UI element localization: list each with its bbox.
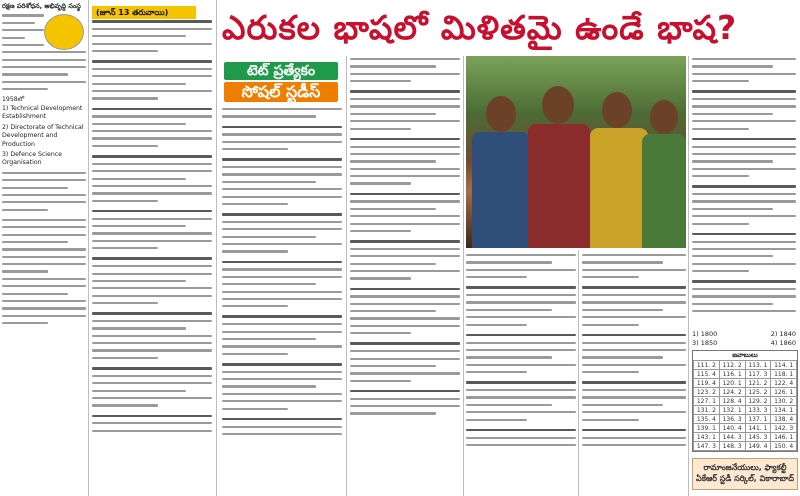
answer-cell: 150. 4 bbox=[771, 442, 797, 451]
answer-cell: 127. 1 bbox=[694, 397, 720, 406]
column-questions-1 bbox=[92, 20, 212, 496]
answer-cell: 122. 4 bbox=[771, 379, 797, 388]
answer-row bbox=[694, 424, 797, 433]
answer-cell: 132. 1 bbox=[719, 406, 745, 415]
answer-cell: 123. 2 bbox=[694, 388, 720, 397]
answer-row bbox=[694, 361, 797, 370]
answer-cell: 138. 4 bbox=[771, 415, 797, 424]
answer-row bbox=[694, 415, 797, 424]
left-sidebar bbox=[2, 0, 86, 496]
answer-row bbox=[694, 379, 797, 388]
answer-cell: 139. 1 bbox=[694, 424, 720, 433]
answer-cell: 125. 2 bbox=[745, 388, 771, 397]
answer-cell: 146. 1 bbox=[771, 433, 797, 442]
option-4: 4) 1860 bbox=[770, 339, 796, 347]
tribal-women-photo bbox=[466, 56, 686, 248]
answer-cell: 131. 2 bbox=[694, 406, 720, 415]
answer-cell: 149. 4 bbox=[745, 442, 771, 451]
header-strip: (జూన్ 13 తరువాయి) bbox=[92, 6, 196, 19]
answer-cell: 130. 2 bbox=[771, 397, 797, 406]
answer-cell: 113. 1 bbox=[745, 361, 771, 370]
answer-cell: 141. 1 bbox=[745, 424, 771, 433]
answer-cell: 137. 1 bbox=[745, 415, 771, 424]
option-2: 2) 1840 bbox=[770, 330, 796, 338]
answer-cell: 144. 3 bbox=[719, 433, 745, 442]
page-title: ఎరుకల భాషలో మిళితమై ఉండే భాష? bbox=[222, 8, 738, 47]
answer-table bbox=[692, 350, 798, 452]
answer-cell: 148. 3 bbox=[719, 442, 745, 451]
answer-cell: 128. 4 bbox=[719, 397, 745, 406]
sidebar-year: 1958లో bbox=[2, 95, 25, 103]
answer-cell: 126. 1 bbox=[771, 388, 797, 397]
answer-cell: 118. 1 bbox=[771, 370, 797, 379]
answer-cell: 114. 1 bbox=[771, 361, 797, 370]
answer-row bbox=[694, 388, 797, 397]
column-questions-2 bbox=[222, 108, 342, 496]
answer-cell: 124. 2 bbox=[719, 388, 745, 397]
author-name: రామాంజనేయులు, ఫ్యాకల్టీ bbox=[703, 463, 787, 472]
answer-cell: 134. 1 bbox=[771, 406, 797, 415]
answer-cell: 116. 1 bbox=[719, 370, 745, 379]
column-questions-4 bbox=[466, 254, 576, 496]
answer-row bbox=[694, 442, 797, 451]
author-affiliation: ఏకేఆర్ స్టడీ సర్కిల్, వికారాబాద్ bbox=[696, 474, 794, 483]
answer-row bbox=[694, 433, 797, 442]
sidebar-logo bbox=[44, 14, 84, 50]
answer-cell: 135. 4 bbox=[694, 415, 720, 424]
column-questions-3 bbox=[350, 58, 460, 496]
answer-cell: 145. 3 bbox=[745, 433, 771, 442]
answer-cell: 147. 3 bbox=[694, 442, 720, 451]
option-3: 3) 1850 bbox=[692, 339, 718, 347]
sidebar-option-3: 3) Defence Science Organisation bbox=[2, 150, 62, 167]
answer-cell: 119. 4 bbox=[694, 379, 720, 388]
answer-cell: 140. 4 bbox=[719, 424, 745, 433]
column-questions-5 bbox=[582, 254, 686, 496]
answer-cell: 120. 1 bbox=[719, 379, 745, 388]
sidebar-option-2: 2) Directorate of Technical Development and Production bbox=[2, 123, 84, 148]
answer-cell: 115. 4 bbox=[694, 370, 720, 379]
answer-cell: 129. 2 bbox=[745, 397, 771, 406]
answer-cell: 133. 3 bbox=[745, 406, 771, 415]
answer-row bbox=[694, 397, 797, 406]
answer-cell: 112. 2 bbox=[719, 361, 745, 370]
badge-social-studies: సోషల్ స్టడీస్ bbox=[224, 82, 338, 102]
answer-table-heading: జవాబులు bbox=[732, 351, 758, 359]
badge-special: టెట్ ప్రత్యేకం bbox=[224, 62, 338, 80]
answer-cell: 111. 2 bbox=[694, 361, 720, 370]
options-block bbox=[692, 330, 796, 348]
answer-cell: 143. 1 bbox=[694, 433, 720, 442]
answer-cell: 117. 3 bbox=[745, 370, 771, 379]
sidebar-option-1: 1) Technical Development Establishment bbox=[2, 104, 83, 121]
answer-row bbox=[694, 406, 797, 415]
option-1: 1) 1800 bbox=[692, 330, 718, 338]
sidebar-heading: రక్షణ పరిశోధన, అభివృద్ధి సంస్థ bbox=[2, 2, 81, 10]
answer-cell: 121. 2 bbox=[745, 379, 771, 388]
author-footer bbox=[692, 458, 798, 490]
answer-cell: 136. 3 bbox=[719, 415, 745, 424]
answer-row bbox=[694, 370, 797, 379]
answer-cell: 142. 3 bbox=[771, 424, 797, 433]
